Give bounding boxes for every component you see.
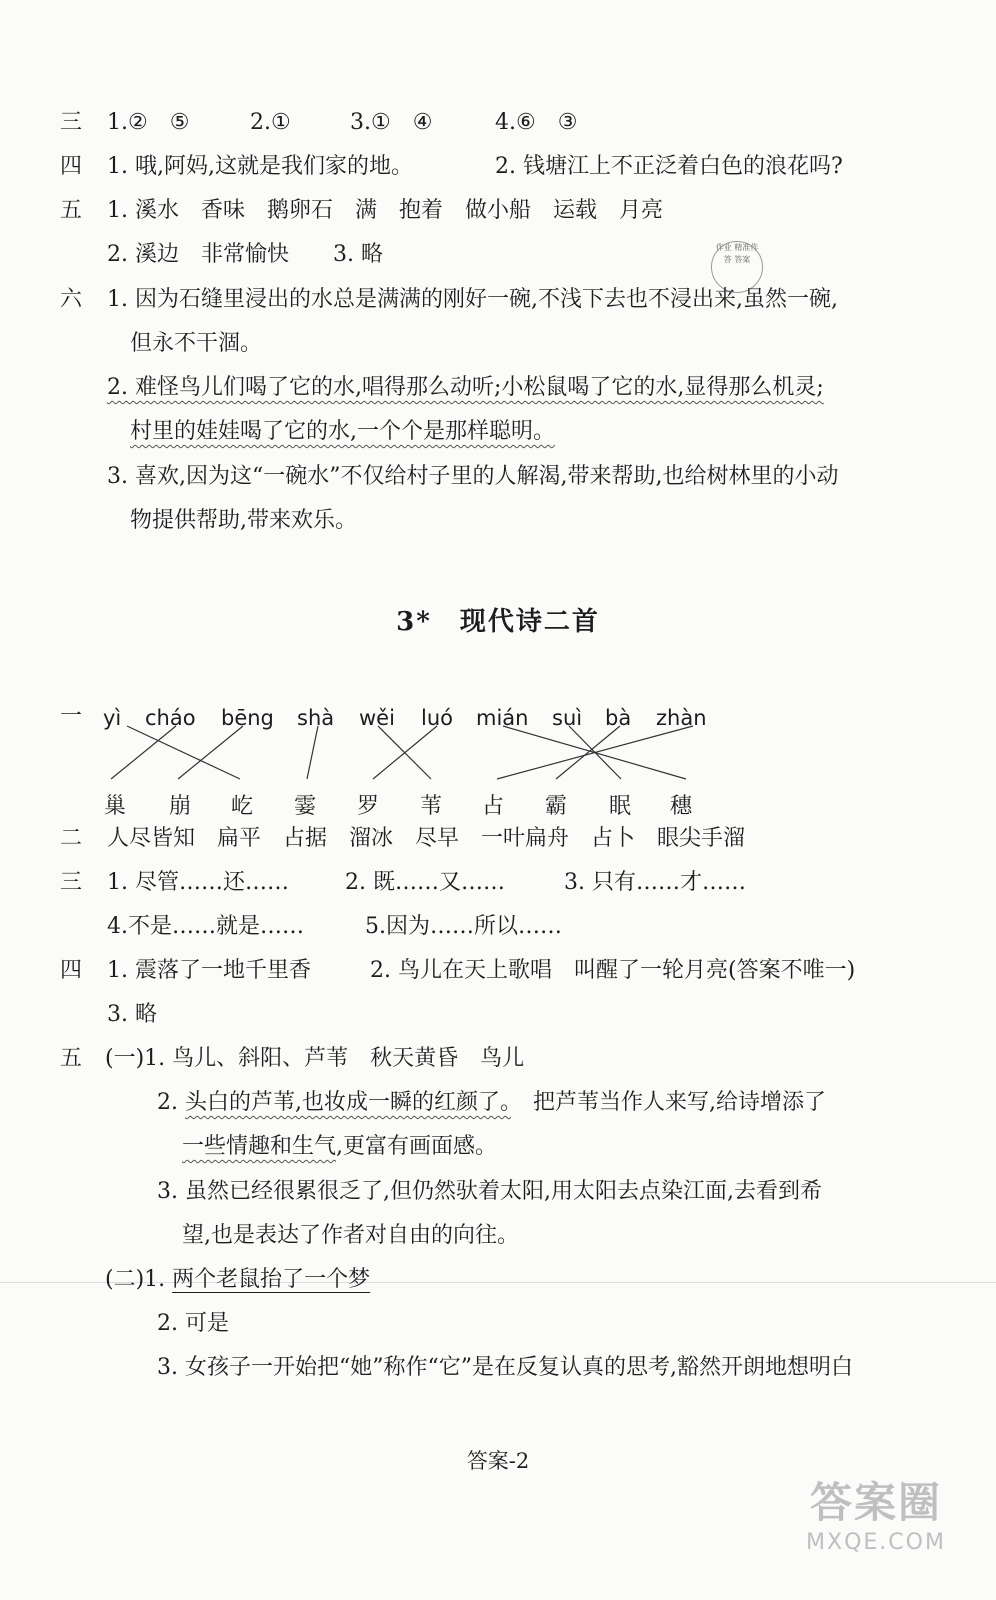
hanzi-item: 眠 [609,794,632,819]
answer-item: 3.① ④ [350,110,433,135]
answer-line: 1. 溪水 香味 鹅卵石 满 抱着 做小船 运载 月亮 [107,198,663,223]
pinyin-item: bà [605,706,632,730]
answer-item: 3. 只有……才…… [564,870,746,895]
pinyin-item: shà [297,706,335,730]
match-line [178,726,243,779]
hanzi-item: 苇 [420,794,443,819]
pinyin-item: bēng [221,706,274,730]
answer-line-wavy: 村里的娃娃喝了它的水,一个个是那样聪明。 [130,419,555,444]
section-label: 一 [60,704,83,729]
pinyin-item: wěi [359,706,395,730]
watermark-logo: 答案圈 MXQE.COM [806,1478,946,1555]
chapter-title: 3* 现代诗二首 [396,607,600,637]
answer-item: 2. 既……又…… [345,870,505,895]
answer-item: 1. 哦,阿妈,这就是我们家的地。 [107,154,413,179]
answer-line: 2. 头白的芦苇,也妆成一瞬的红颜了。 把芦苇当作人来写,给诗增添了 [157,1090,826,1115]
match-line [307,726,318,779]
answer-item: 4.不是……就是…… [107,914,304,939]
wavy-underlined-text: 一些情趣和生气 [182,1134,337,1159]
answer-line: 3. 女孩子一开始把“她”称作“它”是在反复认真的思考,豁然开朗地想明白 [157,1355,853,1380]
answer-item: 1. 震落了一地千里香 [107,958,311,983]
answer-line-wavy: 2. 难怪鸟儿们喝了它的水,唱得那么动听;小松鼠喝了它的水,显得那么机灵; [107,375,824,400]
answer-item: 2.① [250,110,291,135]
pinyin-item: suì [552,706,583,730]
answer-item: 1. 尽管……还…… [107,870,289,895]
pinyin-item: mián [476,706,529,730]
stamp-seal: 作业 精准作答 答案 [711,241,763,293]
wavy-underlined-text: 头白的芦苇,也妆成一瞬的红颜了。 [184,1090,511,1115]
hanzi-item: 霸 [545,794,568,819]
answer-item: 5.因为……所以…… [365,914,562,939]
answer-item: 2. 鸟儿在天上歌唱 叫醒了一轮月亮(答案不唯一) [370,958,856,983]
answer-line: 物提供帮助,带来欢乐。 [130,508,357,533]
section-label: 四 [60,958,83,983]
hanzi-item: 穗 [670,794,693,819]
answer-line: 1. 因为石缝里浸出的水总是满满的刚好一碗,不浅下去也不浸出来,虽然一碗, [107,287,838,312]
section-label: 四 [60,154,83,179]
answer-line: 3. 喜欢,因为这“一碗水”不仅给村子里的人解渴,带来帮助,也给树林里的小动 [107,464,839,489]
answer-line: 2. 溪边 非常愉快 3. 略 [107,242,383,267]
answer-line: (二)1. 两个老鼠抬了一个梦 [105,1267,371,1292]
section-label: 五 [60,198,83,223]
hanzi-item: 罗 [357,794,380,819]
pinyin-item: luó [421,706,453,730]
answer-item: 1.② ⑤ [107,110,190,135]
hanzi-item: 霎 [294,794,317,819]
underlined-text: 两个老鼠抬了一个梦 [172,1267,371,1292]
section-label: 五 [60,1046,83,1071]
pinyin-item: cháo [145,706,196,730]
answer-line: 2. 可是 [157,1311,229,1336]
section-label: 二 [60,826,83,851]
match-line [497,726,693,779]
section-label: 三 [60,110,83,135]
answer-line: 人尽皆知 扁平 占据 溜冰 尽早 一叶扁舟 占卜 眼尖手溜 [107,826,746,851]
answer-line: 3. 虽然已经很累很乏了,但仍然驮着太阳,用太阳去点染江面,去看到希 [157,1179,822,1204]
page-number: 答案-2 [466,1449,530,1473]
pinyin-item: zhàn [656,706,707,730]
answer-line: 但永不干涸。 [130,331,263,356]
answer-line: 望,也是表达了作者对自由的向往。 [182,1223,519,1248]
answer-line: 一些情趣和生气,更富有画面感。 [182,1134,498,1159]
hanzi-item: 巢 [104,794,127,819]
hanzi-item: 占 [482,794,505,819]
match-line [373,726,437,779]
hanzi-item: 崩 [169,794,192,819]
match-line [556,726,620,779]
answer-item: 2. 钱塘江上不正泛着白色的浪花吗? [495,154,843,179]
section-label: 六 [60,287,83,312]
answer-item: 3. 略 [107,1002,157,1027]
answer-line: (一)1. 鸟儿、斜阳、芦苇 秋天黄昏 鸟儿 [105,1046,525,1071]
pinyin-item: yì [103,706,122,730]
section-label: 三 [60,870,83,895]
answer-item: 4.⑥ ③ [495,110,578,135]
hanzi-item: 屹 [231,794,254,819]
